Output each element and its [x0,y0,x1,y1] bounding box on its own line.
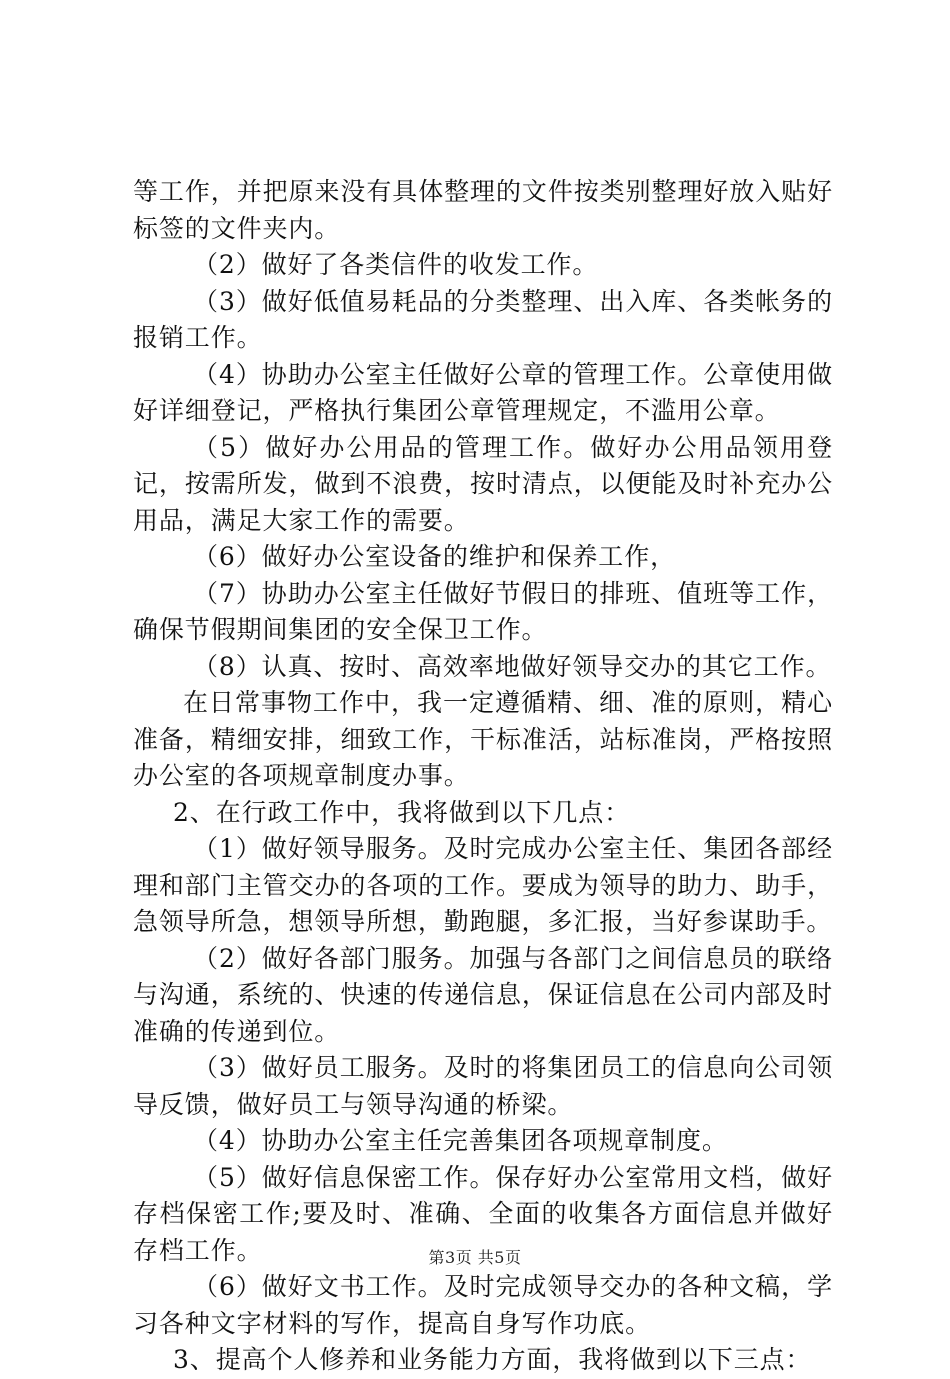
paragraph: （5）做好信息保密工作。保存好办公室常用文档，做好存档保密工作;要及时、准确、全面的收集各方面信息并做好存档工作。 [133,1162,833,1265]
paragraph: （1）做好领导服务。及时完成办公室主任、集团各部经理和部门主管交办的各项的工作。要成为领导的助力、助手，急领导所急，想领导所想，勤跑腿，多汇报，当好参谋助手。 [133,834,833,936]
paragraph: （5）做好办公用品的管理工作。做好办公用品领用登记，按需所发，做到不浪费，按时清点，以便能及时补充办公用品，满足大家工作的需要。 [133,432,833,535]
paragraph: （2）做好了各类信件的收发工作。 [193,250,599,279]
section-heading: 3、提高个人修养和业务能力方面，我将做到以下三点： [173,1345,812,1374]
page-number-footer: 第3页 共5页 [428,1248,522,1267]
section-heading: 2、在行政工作中，我将做到以下几点： [173,797,631,827]
paragraph: （7）协助办公室主任做好节假日的排班、值班等工作，确保节假期间集团的安全保卫工作。 [133,578,833,644]
paragraph: 等工作，并把原来没有具体整理的文件按类别整理好放入贴好标签的文件夹内。 [133,177,833,243]
paragraph: 在日常事物工作中，我一定遵循精、细、准的原则，精心准备，精细安排，细致工作，干标准活，站标准岗，严格按照办公室的各项规章制度办事。 [133,688,833,790]
paragraph: （3）做好低值易耗品的分类整理、出入库、各类帐务的报销工作。 [133,286,833,352]
document-body [133,174,833,1379]
paragraph: （2）做好各部门服务。加强与各部门之间信息员的联络与沟通，系统的、快速的传递信息，保证信息在公司内部及时准确的传递到位。 [133,943,833,1046]
paragraph: （6）做好办公室设备的维护和保养工作， [193,542,677,571]
paragraph: （8）认真、按时、高效率地做好领导交办的其它工作。 [193,651,832,681]
paragraph: （4）协助办公室主任做好公章的管理工作。公章使用做好详细登记，严格执行集团公章管理规定，不滥用公章。 [133,359,833,425]
paragraph: （6）做好文书工作。及时完成领导交办的各种文稿，学习各种文字材料的写作，提高自身写作功底。 [133,1272,833,1338]
paragraph: （4）协助办公室主任完善集团各项规章制度。 [193,1126,728,1155]
paragraph: （3）做好员工服务。及时的将集团员工的信息向公司领导反馈，做好员工与领导沟通的桥梁。 [133,1053,833,1119]
